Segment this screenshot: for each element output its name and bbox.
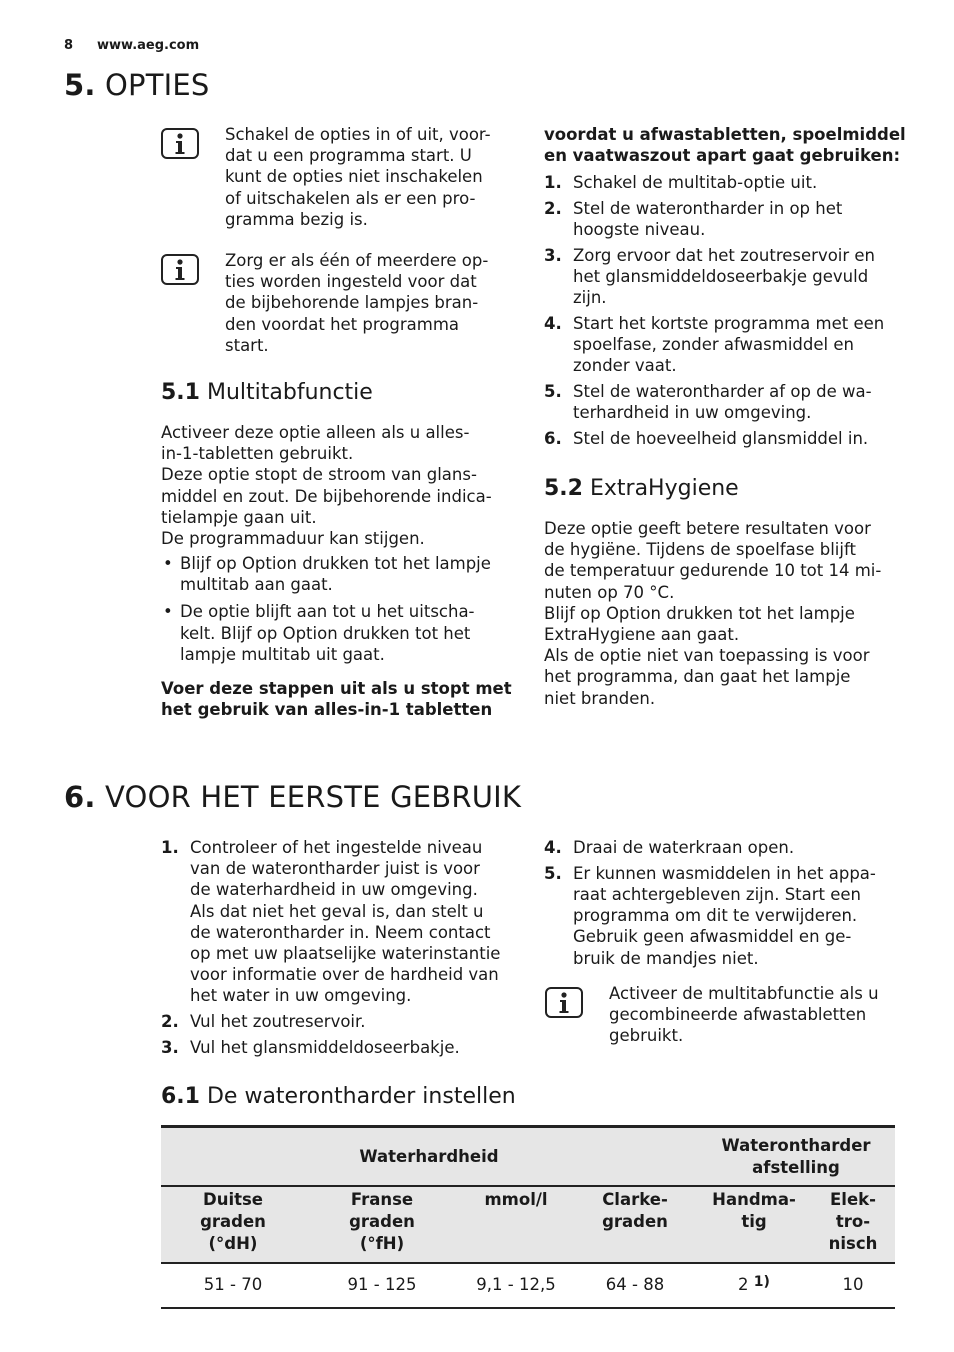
header-clarke-degrees bbox=[573, 1186, 697, 1263]
step-number: 1. bbox=[161, 838, 179, 857]
text-line: graden bbox=[200, 1212, 266, 1231]
bullet: • bbox=[163, 602, 173, 622]
text-line: bruik de mandjes niet. bbox=[573, 948, 759, 968]
text-line: Handma- bbox=[712, 1190, 796, 1209]
cell-dh: 51 - 70 bbox=[161, 1263, 305, 1308]
text-line: het gebruik van alles-in-1 tabletten bbox=[161, 700, 493, 720]
text-line: spoelfase, zonder afwasmiddel en bbox=[573, 334, 854, 354]
first-use-steps-left bbox=[161, 837, 521, 1063]
bullet: • bbox=[163, 554, 173, 573]
text-line: Activeer de multitabfunctie als u bbox=[609, 984, 879, 1003]
text-line: tielampje gaan uit. bbox=[161, 507, 317, 527]
info-icon bbox=[545, 987, 583, 1018]
subsection-title: Multitabfunctie bbox=[206, 380, 373, 405]
info-note-options-toggle bbox=[225, 124, 515, 230]
text-line: Deze optie stopt de stroom van glans- bbox=[161, 465, 477, 485]
text-line: graden bbox=[349, 1212, 415, 1231]
text-line: Schakel de opties in of uit, voor- bbox=[225, 125, 491, 144]
table-row bbox=[161, 1263, 895, 1308]
text-line: terhardheid in uw omgeving. bbox=[573, 403, 812, 423]
text-line: Stel de waterontharder af op de wa- bbox=[573, 381, 872, 401]
text-line: de waterontharder in. Neem contact bbox=[190, 922, 491, 942]
extrahygiene-description bbox=[544, 518, 914, 709]
info-icon bbox=[161, 254, 199, 285]
info-note-lamps bbox=[225, 250, 515, 356]
list-item bbox=[161, 553, 521, 595]
text-line: Controleer of het ingestelde niveau bbox=[190, 838, 483, 857]
subsection-number: 6.1 bbox=[161, 1084, 200, 1109]
text-line: voor informatie over de hardheid van bbox=[190, 965, 499, 985]
list-item bbox=[544, 245, 914, 309]
text-line: nuten op 70 °C. bbox=[544, 582, 675, 602]
list-item bbox=[544, 863, 914, 969]
text-line: zijn. bbox=[573, 288, 607, 308]
multitab-description bbox=[161, 422, 521, 549]
text-line: De optie blijft aan tot u het uitscha- bbox=[180, 602, 475, 622]
section-5-title: OPTIES bbox=[105, 68, 210, 102]
text-line: Als dat niet het geval is, dan stelt u bbox=[190, 901, 484, 921]
list-item bbox=[161, 1037, 521, 1058]
section-6-heading bbox=[64, 780, 521, 814]
text-line: en vaatwaszout apart gaat gebruiken: bbox=[544, 146, 901, 166]
text-line: in-1-tabletten gebruikt. bbox=[161, 444, 354, 464]
page-number: 8 bbox=[64, 38, 74, 53]
step-number: 4. bbox=[544, 313, 562, 333]
step-number: 5. bbox=[544, 381, 562, 401]
text-line: hoogste niveau. bbox=[573, 219, 706, 239]
text-line: Start het kortste programma met een bbox=[573, 313, 885, 333]
text-line: den voordat het programma bbox=[225, 314, 460, 334]
cell-clarke: 64 - 88 bbox=[573, 1263, 697, 1308]
table-group-header-row bbox=[161, 1127, 895, 1187]
text-line: Vul het zoutreservoir. bbox=[190, 1012, 366, 1032]
text-line: tro- bbox=[835, 1212, 871, 1231]
subsection-title: ExtraHygiene bbox=[589, 476, 739, 501]
multitab-stop-note bbox=[161, 678, 521, 720]
subsection-title: De waterontharder instellen bbox=[206, 1084, 516, 1109]
header-manual bbox=[697, 1186, 811, 1263]
text-line: programma om dit te verwijderen. bbox=[573, 906, 858, 926]
text-line: het water in uw omgeving. bbox=[190, 986, 412, 1006]
text-line: zonder vaat. bbox=[573, 356, 677, 376]
text-line: Blijf op Option drukken tot het lampje bbox=[180, 554, 491, 573]
text-line: gecombineerde afwastabletten bbox=[609, 1005, 867, 1025]
text-line: start. bbox=[225, 335, 269, 355]
section-6-number: 6. bbox=[64, 780, 96, 814]
water-hardness-table bbox=[161, 1125, 895, 1309]
table-column-header-row bbox=[161, 1186, 895, 1263]
text-line: Stel de hoeveelheid glansmiddel in. bbox=[573, 428, 869, 448]
info-note-multitab bbox=[609, 983, 909, 1047]
text-line: de waterhardheid in uw omgeving. bbox=[190, 880, 478, 900]
footnote-marker: 1) bbox=[753, 1274, 770, 1290]
text-line: van de waterontharder juist is voor bbox=[190, 859, 480, 879]
subsection-number: 5.2 bbox=[544, 476, 583, 501]
step-number: 2. bbox=[544, 198, 562, 218]
subsection-number: 5.1 bbox=[161, 380, 200, 405]
text-line: Draai de waterkraan open. bbox=[573, 838, 795, 857]
header-mmol bbox=[459, 1186, 573, 1263]
text-line: nisch bbox=[828, 1234, 878, 1253]
text-line: Franse bbox=[350, 1190, 414, 1209]
step-number: 2. bbox=[161, 1012, 179, 1032]
text-line: de bijbehorende lampjes bran- bbox=[225, 293, 479, 313]
text-line: De programmaduur kan stijgen. bbox=[161, 529, 425, 549]
text-line: afstelling bbox=[752, 1157, 840, 1177]
text-line: tig bbox=[741, 1212, 767, 1231]
text-line: Zorg er als één of meerdere op- bbox=[225, 251, 489, 270]
text-line: kunt de opties niet inschakelen bbox=[225, 167, 483, 187]
header-french-degrees bbox=[305, 1186, 459, 1263]
text-line: dat u een programma start. U bbox=[225, 146, 472, 166]
cell-mmol: 9,1 - 12,5 bbox=[459, 1263, 573, 1308]
section-5-number: 5. bbox=[64, 68, 96, 102]
text-line: de temperatuur gedurende 10 tot 14 mi- bbox=[544, 561, 882, 581]
text-line: graden bbox=[602, 1212, 668, 1231]
text-line: Waterontharder bbox=[721, 1135, 871, 1155]
step-number: 1. bbox=[544, 173, 562, 192]
website-url: www.aeg.com bbox=[97, 38, 200, 53]
text-line: de hygiëne. Tijdens de spoelfase blijft bbox=[544, 540, 856, 560]
cell-fh: 91 - 125 bbox=[305, 1263, 459, 1308]
text-line: Gebruik geen afwasmiddel en ge- bbox=[573, 927, 852, 947]
text-line: Als de optie niet van toepassing is voor bbox=[544, 646, 870, 666]
header-electronic bbox=[811, 1186, 895, 1263]
cell-manual bbox=[697, 1263, 811, 1308]
text-line: Deze optie geeft betere resultaten voor bbox=[544, 519, 871, 538]
text-line: lampje multitab uit gaat. bbox=[180, 644, 385, 664]
text-line: Er kunnen wasmiddelen in het appa- bbox=[573, 863, 876, 883]
step-number: 5. bbox=[544, 863, 562, 883]
header-water-hardness: Waterhardheid bbox=[161, 1127, 697, 1187]
list-item bbox=[161, 1011, 521, 1032]
text-line: Clarke- bbox=[602, 1190, 668, 1209]
text-line: ExtraHygiene aan gaat. bbox=[544, 625, 740, 645]
info-icon bbox=[161, 128, 199, 159]
step-number: 6. bbox=[544, 428, 562, 448]
header-german-degrees bbox=[161, 1186, 305, 1263]
subsection-6-1-heading bbox=[161, 1084, 516, 1109]
text-line: Elek- bbox=[830, 1190, 876, 1209]
text-line: mmol/l bbox=[484, 1190, 548, 1209]
text-line: Voer deze stappen uit als u stopt met bbox=[161, 679, 512, 698]
text-line: voordat u afwastabletten, spoelmiddel bbox=[544, 125, 906, 144]
text-line: Duitse bbox=[203, 1190, 263, 1209]
text-line: multitab aan gaat. bbox=[180, 575, 333, 595]
first-use-steps-right bbox=[544, 837, 914, 973]
text-line: ties worden ingesteld voor dat bbox=[225, 272, 477, 292]
multitab-stop-steps bbox=[544, 172, 914, 453]
section-6-title: VOOR HET EERSTE GEBRUIK bbox=[105, 780, 522, 814]
section-5-heading bbox=[64, 68, 210, 102]
text-line: Schakel de multitab-optie uit. bbox=[573, 173, 818, 192]
text-line: het glansmiddeldoseerbakje gevuld bbox=[573, 266, 869, 286]
cell-electronic: 10 bbox=[811, 1263, 895, 1308]
text-line: of uitschakelen als er een pro- bbox=[225, 188, 476, 208]
list-item bbox=[544, 428, 914, 449]
text-line: (°fH) bbox=[359, 1234, 405, 1253]
list-item bbox=[544, 381, 914, 423]
text-line: raat achtergebleven zijn. Start een bbox=[573, 884, 862, 904]
multitab-bullet-list bbox=[161, 553, 521, 671]
text-line: gramma bezig is. bbox=[225, 209, 368, 229]
subsection-5-2-heading bbox=[544, 476, 739, 501]
list-item bbox=[544, 172, 914, 193]
subsection-5-1-heading bbox=[161, 380, 373, 405]
text-line: op met uw plaatselijke waterinstantie bbox=[190, 944, 501, 964]
text-line: Activeer deze optie alleen als u alles- bbox=[161, 423, 470, 442]
text-line: gebruikt. bbox=[609, 1026, 684, 1046]
text-line: niet branden. bbox=[544, 688, 656, 708]
list-item bbox=[161, 837, 521, 1007]
text-line: Zorg ervoor dat het zoutreservoir en bbox=[573, 245, 876, 265]
list-item bbox=[544, 313, 914, 377]
list-item bbox=[544, 198, 914, 240]
text-line: Blijf op Option drukken tot het lampje bbox=[544, 603, 855, 623]
steps-intro bbox=[544, 124, 914, 166]
header-softener-setting bbox=[697, 1127, 895, 1187]
list-item bbox=[161, 601, 521, 665]
list-item bbox=[544, 837, 914, 858]
manual-value: 2 bbox=[738, 1275, 749, 1294]
text-line: (°dH) bbox=[208, 1234, 258, 1253]
text-line: het programma, dan gaat het lampje bbox=[544, 667, 851, 687]
text-line: Stel de waterontharder in op het bbox=[573, 198, 843, 218]
text-line: kelt. Blijf op Option drukken tot het bbox=[180, 623, 471, 643]
step-number: 3. bbox=[161, 1037, 179, 1057]
step-number: 4. bbox=[544, 838, 562, 857]
step-number: 3. bbox=[544, 245, 562, 265]
text-line: middel en zout. De bijbehorende indica- bbox=[161, 486, 492, 506]
text-line: Vul het glansmiddeldoseerbakje. bbox=[190, 1037, 460, 1057]
